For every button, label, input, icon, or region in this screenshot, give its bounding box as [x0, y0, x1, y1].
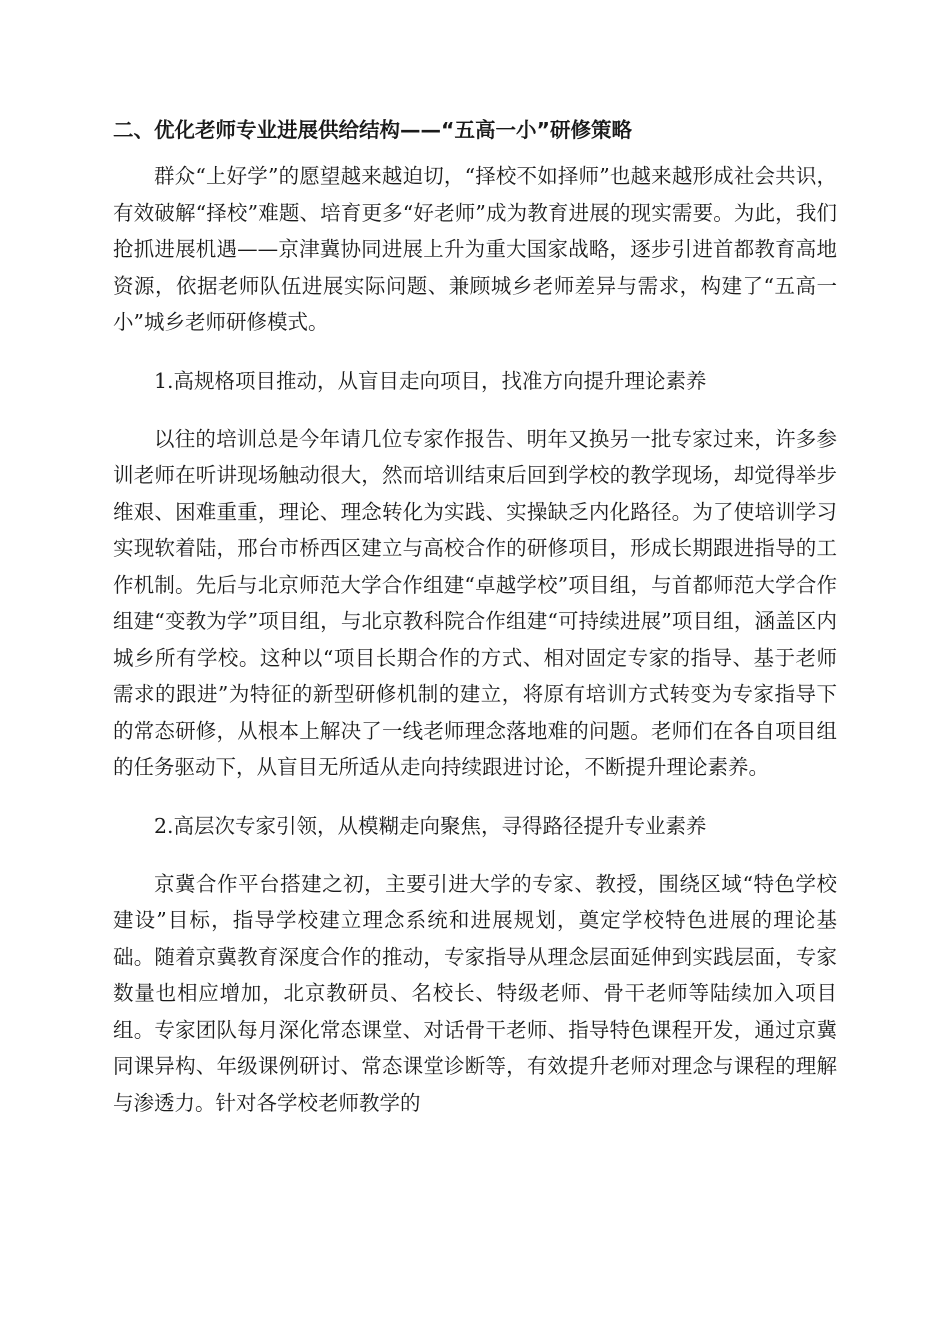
intro-paragraph: 群众“上好学”的愿望越来越迫切，“择校不如择师”也越来越形成社会共识，有效破解“择校”难题、培育更多“好老师”成为教育进展的现实需要。为此，我们抢抓进展机遇——京津冀协同进展上升为重大国家战略，逐步引进首都教育高地资源，依据老师队伍进展实际问题、兼顾城乡老师差异与需求，构建了“五高一小”城乡老师研修模式。 [113, 164, 837, 334]
subsection-2-paragraph: 京冀合作平台搭建之初，主要引进大学的专家、教授，围绕区域“特色学校建设”目标，指导学校建立理念系统和进展规划，奠定学校特色进展的理论基础。随着京冀教育深度合作的推动，专家指导从理念层面延伸到实践层面，专家数量也相应增加，北京教研员、名校长、特级老师、骨干老师等陆续加入项目组。专家团队每月深化常态课堂、对话骨干老师、指导特色课程开发，通过京冀同课异构、年级课例研讨、常态课堂诊断等，有效提升老师对理念与课程的理解与渗透力。针对各学校老师教学的 [113, 871, 837, 1115]
subsection-2-title: 2.高层次专家引领，从模糊走向聚焦，寻得路径提升专业素养 [154, 813, 707, 838]
section-heading: 二、优化老师专业进展供给结构——“五高一小”研修策略 [113, 118, 632, 142]
subsection-1-title: 1.高规格项目推动，从盲目走向项目，找准方向提升理论素养 [154, 368, 707, 393]
subsection-1-paragraph: 以往的培训总是今年请几位专家作报告、明年又换另一批专家过来，许多参训老师在听讲现场触动很大，然而培训结束后回到学校的教学现场，却觉得举步维艰、困难重重，理论、理念转化为实践、实操缺乏内化路径。为了使培训学习实现软着陆，邢台市桥西区建立与高校合作的研修项目，形成长期跟进指导的工作机制。先后与北京师范大学合作组建“卓越学校”项目组，与首都师范大学合作组建“变教为学”项目组，与北京教科院合作组建“可持续进展”项目组，涵盖区内城乡所有学校。这种以“项目长期合作的方式、相对固定专家的指导、基于老师需求的跟进”为特征的新型研修机制的建立，将原有培训方式转变为专家指导下的常态研修，从根本上解决了一线老师理念落地难的问题。老师们在各自项目组的任务驱动下，从盲目无所适从走向持续跟进讨论，不断提升理论素养。 [113, 426, 837, 779]
document-body [113, 112, 837, 1121]
